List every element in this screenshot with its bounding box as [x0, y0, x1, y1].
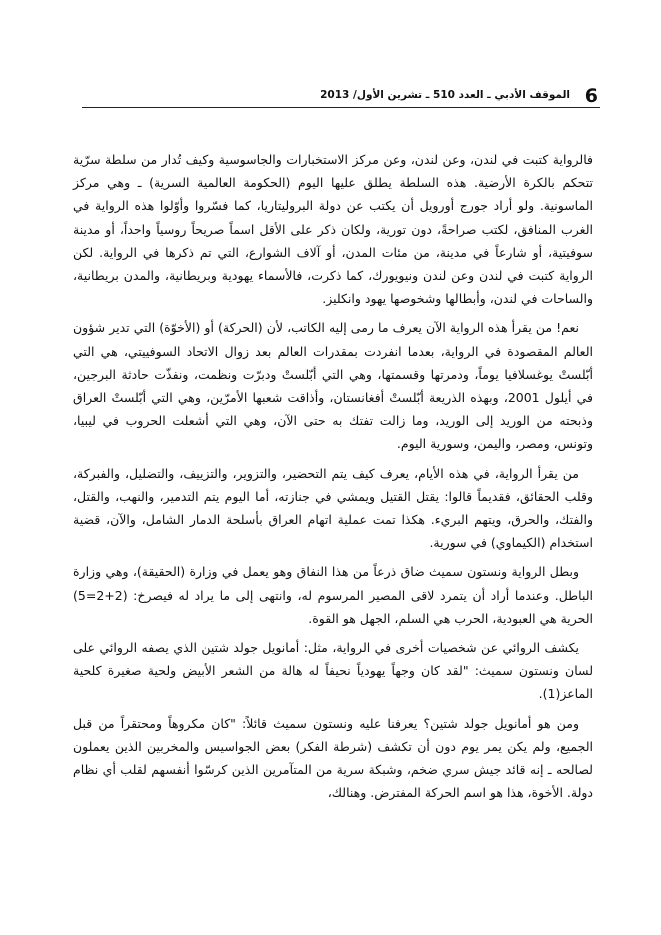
article-body — [73, 148, 593, 810]
paragraph-1: فالرواية كتبت في لندن، وعن لندن، وعن مركز الاستخبارات والجاسوسية وكيف تُدار من سلطة سرّية تتحكم بالكرة الأرضية. هذه السلطة يطلق عليها اليوم (الحكومة العالمية السرية) ـ وهي مركز الماسونية. ولو أراد جورج أورويل أن يكتب عن دولة البروليتاريا، كما فسّروا وأوّلوا هذه الرواية في الغرب المنافق، لكتب صراحةً، دون تورية، ولكان ذكر على الأقل اسماً صريحاً روسياً واحداً، أو مدينة سوفيتية، أو شارعاً في مدينة، من مئات المدن، أو آلاف الشوارع، التي تم ذكرها في الرواية. لكن الرواية كتبت في لندن وعن لندن ونيويورك، كما ذكرت، فالأسماء يهودية وبريطانية، والمدن بريطانية، والساحات في لندن، وأبطالها وشخوصها يهود وانكليز. — [73, 152, 593, 307]
page-header — [320, 84, 598, 108]
paragraph-5: يكشف الروائي عن شخصيات أخرى في الرواية، مثل: أمانويل جولد شتين الذي يصفه الروائي على لسان ونستون سميث: "لقد كان وجهاً يهودياً نحيفاً له هالة من الشعر الأبيض ولحية صغيرة كلحية الماعز(1). — [73, 640, 593, 702]
page-number: 6 — [584, 85, 598, 107]
paragraph-4: وبطل الرواية ونستون سميث ضاق ذرعاً من هذا النفاق وهو يعمل في وزارة (الحقيقة)، وهي وزارة الباطل. وعندما أراد أن يتمرد لاقى المصير المرسوم له، وانتهى إلى ما يراد له فيصرخ: (2+2=5) الحرية هي العبودية، الحرب هي السلم، الجهل هو القوة. — [73, 564, 593, 626]
running-head: الموقف الأدبي ـ العدد 510 ـ تشرين الأول/ 2013 — [320, 89, 570, 101]
paragraph-6: ومن هو أمانويل جولد شتين؟ يعرفنا عليه ونستون سميث قائلاً: "كان مكروهاً ومحتقراً من قبل الجميع، ولم يكن يمر يوم دون أن تكشف (شرطة الفكر) بعض الجواسيس والمخربين الذين يعملون لصالحه ـ إنه قائد جيش سري ضخم، وشبكة سرية من المتآمرين الذين كرسّوا أنفسهم لقلب أي نظام دولة. الأخوة، هذا هو اسم الحركة المفترض. وهنالك، — [73, 715, 593, 801]
paragraph-3: من يقرأ الرواية، في هذه الأيام، يعرف كيف يتم التحضير، والتزوير، والتزييف، والتضليل، والفبركة، وقلب الحقائق، فقديماً قالوا: يقتل القتيل ويمشي في جنازته، أما اليوم يتم التدمير، والنهب، والقتل، والفتك، والحرق، ويتهم البريء. هكذا تمت عملية اتهام العراق بأسلحة الدمار الشامل، والآن، قضية استخدام (الكيماوي) في سورية. — [73, 465, 593, 551]
paragraph-2: نعم! من يقرأ هذه الرواية الآن يعرف ما رمى إليه الكاتب، لأن (الحركة) أو (الأخوّة) التي تدير شؤون العالم المقصودة في الرواية، بعدما انفردت بمقدرات العالم بعد زوال الاتحاد السوفييتي، هي التي أبّلستْ يوغسلافيا يوماً، ودمرتها وقسمتها، وهي التي أبّلستْ ودبرّت ونظمت، ونفذّت حادثة البرجين، في أيلول 2001، وبهذه الذريعة أبّلستْ أفغانستان، وأذاقت شعبها الأمرّين، وهي التي أبّلستْ العراق وذبحته من الوريد إلى الوريد، وما زالت تفتك به حتى الآن، وهي التي أشعلت الحروب في ليبيا، وتونس، ومصر، واليمن، وسورية اليوم. — [73, 320, 593, 452]
header-rule — [82, 107, 600, 108]
